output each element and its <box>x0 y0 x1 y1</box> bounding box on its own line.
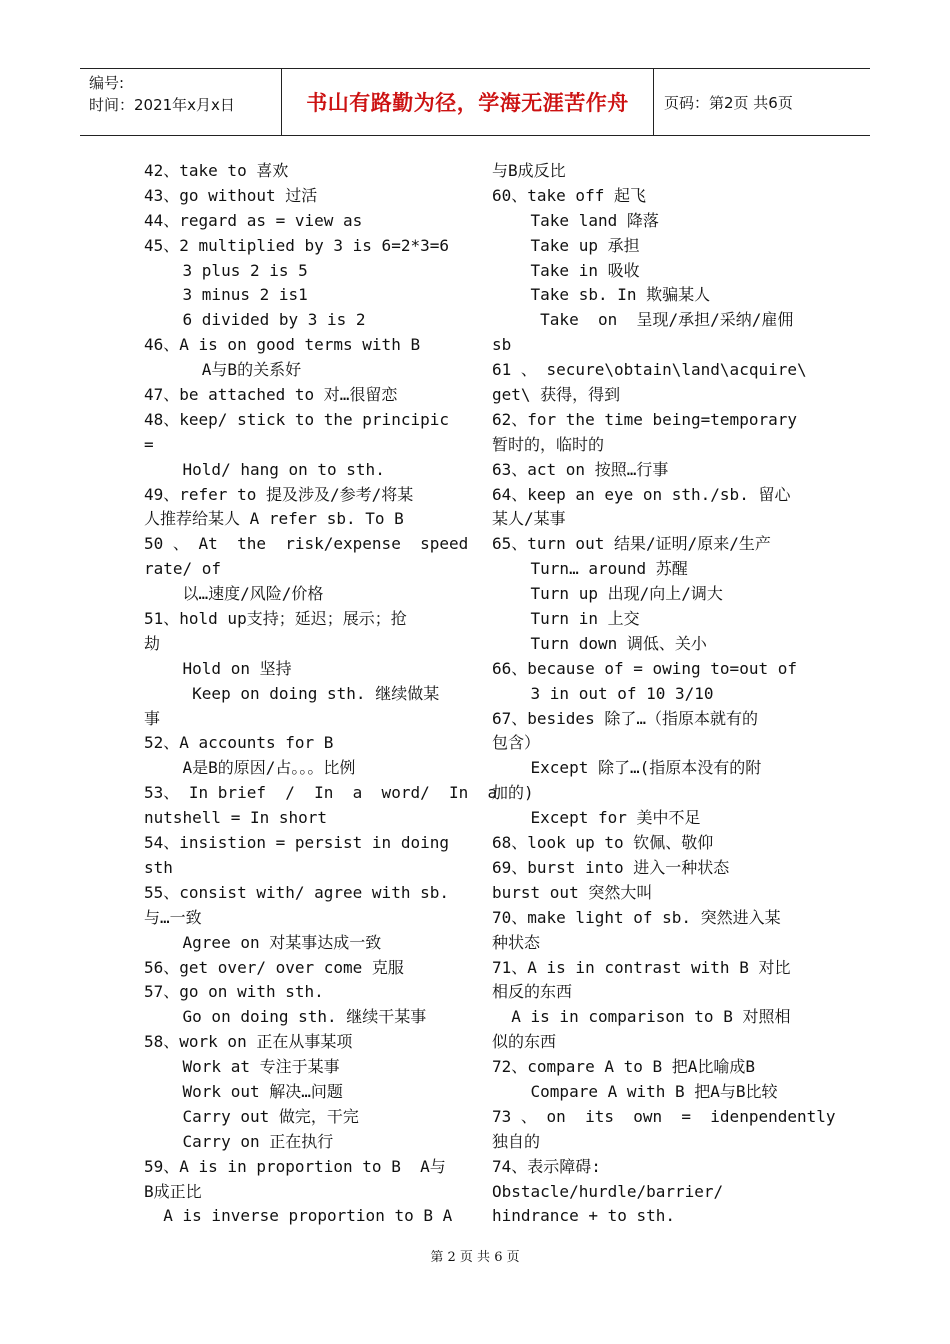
text-line: Except for 美中不足 <box>492 808 701 828</box>
text-line: 人推荐给某人 A refer sb. To B <box>144 509 404 529</box>
text-line: 68、look up to 钦佩、敬仰 <box>492 833 714 853</box>
text-line: 包含） <box>492 733 541 753</box>
text-line: 加的) <box>492 783 534 803</box>
text-line: 6 divided by 3 is 2 <box>144 310 366 330</box>
text-line: 3 in out of 10 3/10 <box>492 683 714 703</box>
text-line: 56、get over/ over come 克服 <box>144 957 404 977</box>
text-line: Go on doing sth. 继续干某事 <box>144 1007 427 1027</box>
text-line: 53、 In brief / In a word/ In a <box>144 783 498 803</box>
text-line: 54、insistion = persist in doing <box>144 833 449 853</box>
text-line: 暂时的，临时的 <box>492 434 605 454</box>
text-line: 67、besides 除了…（指原本就有的 <box>492 708 758 728</box>
text-line: sth <box>144 857 173 877</box>
text-line: burst out 突然大叫 <box>492 882 653 902</box>
text-line: hindrance + to sth. <box>492 1206 676 1226</box>
text-line: 59、A is in proportion to B A与 <box>144 1156 446 1176</box>
header-left-cell <box>80 69 282 135</box>
text-line: A是B的原因/占。。。比例 <box>144 758 356 778</box>
text-line: Carry on 正在执行 <box>144 1131 334 1151</box>
text-line: 60、take off 起飞 <box>492 185 646 205</box>
date-label: 时间：2021年x月x日 <box>89 96 235 114</box>
text-line: 74、表示障碍: <box>492 1156 601 1176</box>
footer-page-text: 第 2 页 共 6 页 <box>430 1250 520 1265</box>
text-line: 48、keep/ stick to the principic <box>144 409 449 429</box>
text-line: 55、consist with/ agree with sb. <box>144 882 449 902</box>
text-line: 64、keep an eye on sth./sb. 留心 <box>492 484 791 504</box>
text-line: 57、go on with sth. <box>144 982 324 1002</box>
text-line: 3 plus 2 is 5 <box>144 260 308 280</box>
text-line: Take up 承担 <box>492 235 640 255</box>
text-line: 66、because of = owing to=out of <box>492 658 797 678</box>
text-line: sb <box>492 335 512 355</box>
text-line: 相反的东西 <box>492 982 573 1002</box>
header-motto-cell <box>282 69 654 135</box>
text-line: nutshell = In short <box>144 808 328 828</box>
text-line: B成正比 <box>144 1181 202 1201</box>
text-line: A is inverse proportion to B A <box>144 1206 453 1226</box>
text-line: 69、burst into 进入一种状态 <box>492 857 730 877</box>
text-line: Take in 吸收 <box>492 260 640 280</box>
text-line: 3 minus 2 is1 <box>144 285 308 305</box>
text-line: A与B的关系好 <box>144 360 302 380</box>
text-line: 72、compare A to B 把A比喻成B <box>492 1057 756 1077</box>
text-line: 49、refer to 提及涉及/参考/将某 <box>144 484 414 504</box>
right-column <box>492 159 836 1229</box>
text-line: 45、2 multiplied by 3 is 6=2*3=6 <box>144 235 449 255</box>
text-line: 似的东西 <box>492 1032 557 1052</box>
text-line: 44、regard as = view as <box>144 210 363 230</box>
text-line: 事 <box>144 708 161 728</box>
text-line: 70、make light of sb. 突然进入某 <box>492 907 781 927</box>
text-line: 42、take to 喜欢 <box>144 161 289 180</box>
text-line: Work at 专注于某事 <box>144 1057 340 1077</box>
text-line: 65、turn out 结果/证明/原来/生产 <box>492 534 771 554</box>
text-line: 62、for the time being=temporary <box>492 409 797 429</box>
text-line: 63、act on 按照…行事 <box>492 459 669 479</box>
text-line: 51、hold up支持；延迟；展示；抢 <box>144 609 407 629</box>
text-line: Agree on 对某事达成一致 <box>144 932 382 952</box>
text-line: 52、A accounts for B <box>144 733 334 753</box>
text-line: 61 、 secure\obtain\land\acquire\ <box>492 360 807 380</box>
number-label: 编号: <box>89 74 125 92</box>
text-line: Turn in 上交 <box>492 609 640 629</box>
text-line: Obstacle/hurdle/barrier/ <box>492 1181 724 1201</box>
page-footer <box>0 1246 950 1265</box>
text-line: A is in comparison to B 对照相 <box>492 1007 791 1027</box>
text-line: rate/ of <box>144 559 222 579</box>
text-line: 47、be attached to 对…很留恋 <box>144 385 398 405</box>
text-line: 与…一致 <box>144 907 202 927</box>
text-line: Hold on 坚持 <box>144 658 292 678</box>
left-column <box>144 159 498 1229</box>
text-line: 劫 <box>144 633 161 653</box>
text-line: Take sb. In 欺骗某人 <box>492 285 711 305</box>
text-line: Carry out 做完，干完 <box>144 1106 359 1126</box>
text-line: get\ 获得，得到 <box>492 385 621 405</box>
text-line: Take land 降落 <box>492 210 659 230</box>
text-line: 43、go without 过活 <box>144 185 318 205</box>
page-number-label: 页码：第2页 共6页 <box>664 93 793 112</box>
text-line: 73 、 on its own = idenpendently <box>492 1106 836 1126</box>
text-line: = <box>144 434 154 454</box>
text-line: 58、work on 正在从事某项 <box>144 1032 353 1052</box>
text-line: Turn down 调低、关小 <box>492 633 707 653</box>
text-line: 以…速度/风险/价格 <box>144 584 324 604</box>
text-line: Turn… around 苏醒 <box>492 559 688 579</box>
text-line: 某人/某事 <box>492 509 566 529</box>
text-line: 46、A is on good terms with B <box>144 335 421 355</box>
page-header <box>80 68 870 136</box>
text-line: 71、A is in contrast with B 对比 <box>492 957 791 977</box>
text-line: 独自的 <box>492 1131 541 1151</box>
text-line: 与B成反比 <box>492 161 566 180</box>
text-line: Compare A with B 把A与B比较 <box>492 1081 778 1101</box>
motto-text: 书山有路勤为径，学海无涯苦作舟 <box>306 91 629 115</box>
text-line: 种状态 <box>492 932 541 952</box>
text-line: Keep on doing sth. 继续做某 <box>144 683 440 703</box>
text-line: 50 、 At the risk/expense speed <box>144 534 469 554</box>
text-line: Work out 解决…问题 <box>144 1081 343 1101</box>
text-line: Except 除了…(指原本没有的附 <box>492 758 762 778</box>
header-right-cell <box>654 69 870 135</box>
text-line: Turn up 出现/向上/调大 <box>492 584 723 604</box>
text-line: Take on 呈现/承担/采纳/雇佣 <box>492 310 794 330</box>
text-line: Hold/ hang on to sth. <box>144 459 385 479</box>
